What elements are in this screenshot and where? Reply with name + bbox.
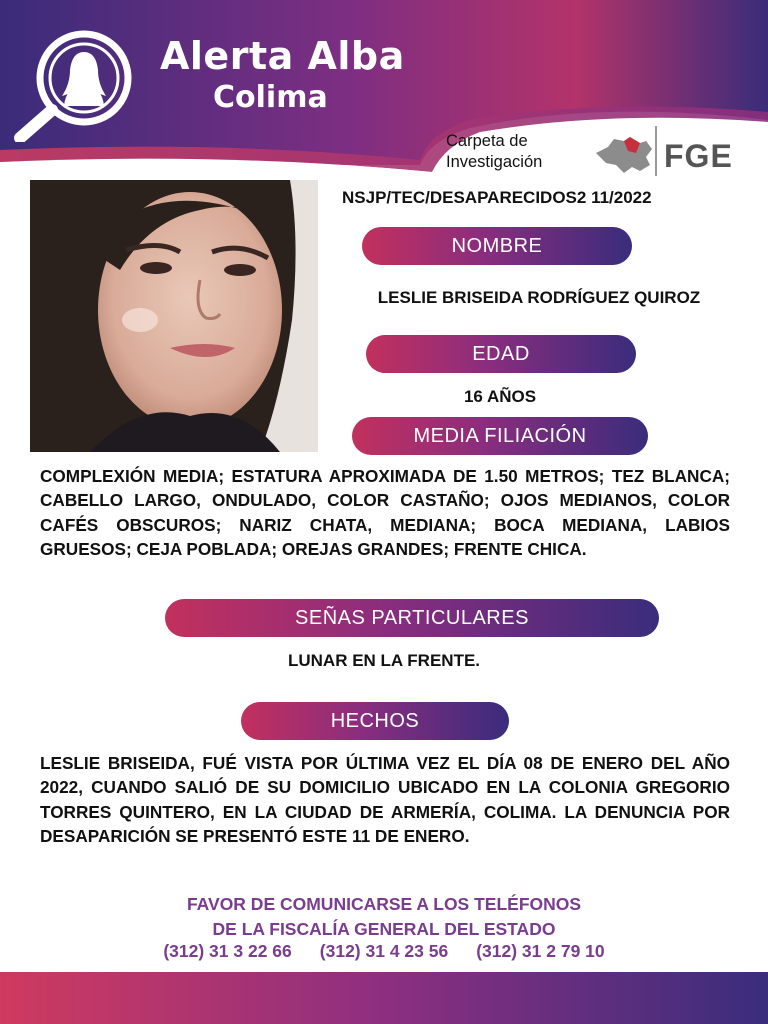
search-person-icon [12, 22, 140, 142]
phone-number-3: (312) 31 2 79 10 [476, 941, 605, 961]
senas-particulares-header: SEÑAS PARTICULARES [165, 599, 659, 637]
hechos-text: LESLIE BRISEIDA, FUÉ VISTA POR ÚLTIMA VEZ EL DÍA 08 DE ENERO DEL AÑO 2022, CUANDO SALIÓ DE SU DOMICILIO UBICADO EN LA COLONIA GREGORIO TORRES QUINTERO, EN LA CIUDAD DE ARMERÍA, COLIMA. LA DENUNCIA POR DESAPARICIÓN SE PRESENTÓ ESTE 11 DE ENERO. [40, 753, 730, 846]
phone-list [0, 941, 768, 962]
colima-map-icon [594, 135, 654, 175]
phone-number-2: (312) 31 4 23 56 [319, 941, 449, 961]
edad-header: EDAD [366, 335, 636, 373]
missing-person-photo [30, 180, 318, 452]
fge-divider [655, 126, 657, 176]
alert-title: Alerta Alba [160, 34, 405, 78]
carpeta-label [446, 131, 596, 173]
senas-particulares-value: LUNAR EN LA FRENTE. [287, 651, 481, 670]
phone-number-1: (312) 31 3 22 66 [163, 941, 292, 961]
nombre-header: NOMBRE [362, 227, 632, 265]
fge-logo: FGE [664, 138, 733, 174]
carpeta-line1: Carpeta de [446, 132, 528, 150]
footer-bar [0, 972, 768, 1024]
contact-line1: FAVOR DE COMUNICARSE A LOS TELÉFONOS [186, 894, 582, 914]
media-filiacion-header: MEDIA FILIACIÓN [352, 417, 648, 455]
contact-line2: DE LA FISCALÍA GENERAL DEL ESTADO [212, 919, 556, 939]
nombre-value: LESLIE BRISEIDA RODRÍGUEZ QUIROZ [377, 288, 701, 307]
hechos-header: HECHOS [241, 702, 509, 740]
media-filiacion-text: COMPLEXIÓN MEDIA; ESTATURA APROXIMADA DE 1.50 METROS; TEZ BLANCA; CABELLO LARGO, ONDULADO, COLOR CASTAÑO; OJOS MEDIANOS, COLOR CAFÉS OBSCUROS; NARIZ CHATA, MEDIANA; BOCA MEDIANA, LABIOS GRUESOS; CEJA POBLADA; OREJAS GRANDES; FRENTE CHICA. [40, 466, 730, 559]
edad-value: 16 AÑOS [463, 387, 537, 406]
alert-subtitle: Colima [213, 80, 328, 115]
case-number: NSJP/TEC/DESAPARECIDOS2 11/2022 [342, 188, 652, 207]
carpeta-line2: Investigación [446, 153, 543, 171]
